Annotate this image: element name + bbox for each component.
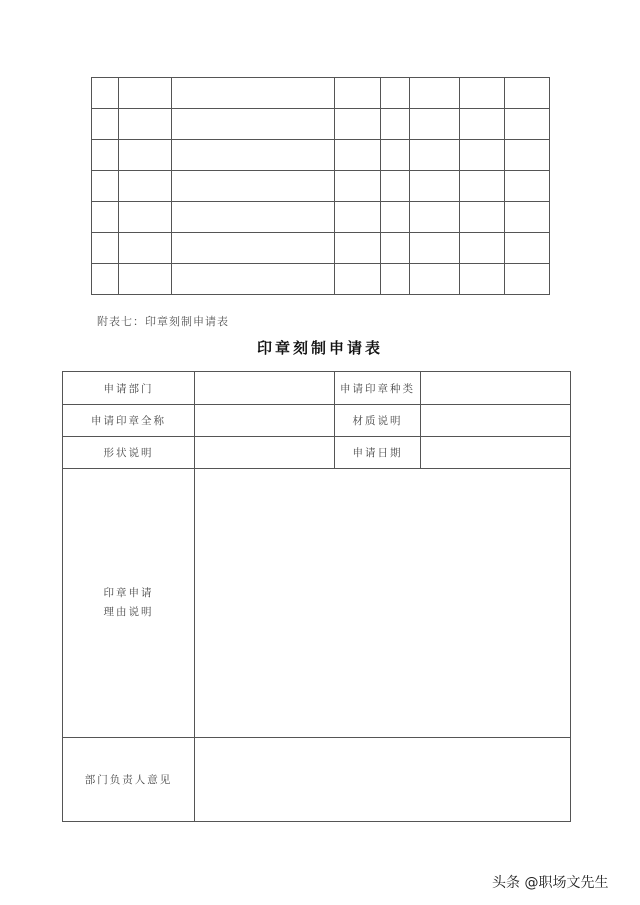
ledger-cell[interactable] <box>410 202 460 233</box>
ledger-cell[interactable] <box>381 264 410 295</box>
ledger-cell[interactable] <box>92 140 119 171</box>
ledger-cell[interactable] <box>92 202 119 233</box>
ledger-cell[interactable] <box>410 109 460 140</box>
ledger-cell[interactable] <box>119 264 172 295</box>
label-seal-fullname: 申请印章全称 <box>63 405 195 437</box>
ledger-cell[interactable] <box>92 109 119 140</box>
ledger-cell[interactable] <box>335 171 381 202</box>
ledger-cell[interactable] <box>172 140 335 171</box>
ledger-cell[interactable] <box>460 202 505 233</box>
ledger-cell[interactable] <box>410 171 460 202</box>
ledger-cell[interactable] <box>460 109 505 140</box>
label-department: 申请部门 <box>63 372 195 405</box>
ledger-cell[interactable] <box>119 140 172 171</box>
field-shape[interactable] <box>195 437 335 469</box>
ledger-cell[interactable] <box>119 202 172 233</box>
ledger-cell[interactable] <box>92 233 119 264</box>
ledger-row <box>92 109 550 140</box>
ledger-row <box>92 171 550 202</box>
ledger-cell[interactable] <box>505 140 550 171</box>
ledger-cell[interactable] <box>505 264 550 295</box>
form-row-reason <box>63 469 571 738</box>
ledger-cell[interactable] <box>381 140 410 171</box>
ledger-cell[interactable] <box>505 109 550 140</box>
label-apply-date: 申请日期 <box>335 437 421 469</box>
ledger-cell[interactable] <box>505 78 550 109</box>
blank-ledger-table <box>91 77 550 295</box>
field-department[interactable] <box>195 372 335 405</box>
ledger-cell[interactable] <box>172 202 335 233</box>
field-apply-date[interactable] <box>421 437 571 469</box>
ledger-cell[interactable] <box>335 140 381 171</box>
ledger-row <box>92 140 550 171</box>
ledger-cell[interactable] <box>335 202 381 233</box>
form-row-dept-opinion <box>63 738 571 822</box>
ledger-cell[interactable] <box>172 78 335 109</box>
ledger-cell[interactable] <box>92 78 119 109</box>
ledger-cell[interactable] <box>335 78 381 109</box>
field-material[interactable] <box>421 405 571 437</box>
ledger-cell[interactable] <box>119 78 172 109</box>
watermark: 头条 @职场文先生 <box>492 875 609 891</box>
ledger-cell[interactable] <box>381 78 410 109</box>
ledger-cell[interactable] <box>381 109 410 140</box>
ledger-cell[interactable] <box>92 171 119 202</box>
form-row-department <box>63 372 571 405</box>
ledger-cell[interactable] <box>172 264 335 295</box>
form-title: 印章刻制申请表 <box>256 339 383 357</box>
label-material: 材质说明 <box>335 405 421 437</box>
ledger-cell[interactable] <box>505 233 550 264</box>
ledger-cell[interactable] <box>119 233 172 264</box>
field-dept-opinion[interactable] <box>195 738 571 822</box>
ledger-cell[interactable] <box>172 171 335 202</box>
ledger-cell[interactable] <box>460 140 505 171</box>
ledger-cell[interactable] <box>172 109 335 140</box>
form-row-fullname <box>63 405 571 437</box>
ledger-cell[interactable] <box>505 202 550 233</box>
ledger-cell[interactable] <box>335 109 381 140</box>
ledger-cell[interactable] <box>460 171 505 202</box>
ledger-cell[interactable] <box>335 264 381 295</box>
field-seal-fullname[interactable] <box>195 405 335 437</box>
field-seal-type[interactable] <box>421 372 571 405</box>
ledger-cell[interactable] <box>172 233 335 264</box>
ledger-cell[interactable] <box>381 171 410 202</box>
ledger-cell[interactable] <box>119 171 172 202</box>
label-seal-type: 申请印章种类 <box>335 372 421 405</box>
ledger-cell[interactable] <box>410 264 460 295</box>
appendix-caption: 附表七：印章刻制申请表 <box>97 315 229 328</box>
ledger-cell[interactable] <box>460 233 505 264</box>
label-dept-opinion: 部门负责人意见 <box>63 738 195 822</box>
ledger-cell[interactable] <box>381 202 410 233</box>
ledger-cell[interactable] <box>410 140 460 171</box>
ledger-row <box>92 78 550 109</box>
ledger-row <box>92 264 550 295</box>
ledger-cell[interactable] <box>460 78 505 109</box>
seal-application-form <box>62 371 571 822</box>
ledger-cell[interactable] <box>410 78 460 109</box>
field-reason[interactable] <box>195 469 571 738</box>
ledger-cell[interactable] <box>119 109 172 140</box>
label-reason-line2: 理由说明 <box>103 606 154 618</box>
ledger-row <box>92 233 550 264</box>
ledger-cell[interactable] <box>381 233 410 264</box>
ledger-cell[interactable] <box>505 171 550 202</box>
ledger-cell[interactable] <box>410 233 460 264</box>
label-reason <box>63 469 195 738</box>
label-reason-line1: 印章申请 <box>103 587 154 599</box>
ledger-cell[interactable] <box>460 264 505 295</box>
form-row-shape <box>63 437 571 469</box>
ledger-cell[interactable] <box>92 264 119 295</box>
ledger-cell[interactable] <box>335 233 381 264</box>
label-shape: 形状说明 <box>63 437 195 469</box>
ledger-row <box>92 202 550 233</box>
